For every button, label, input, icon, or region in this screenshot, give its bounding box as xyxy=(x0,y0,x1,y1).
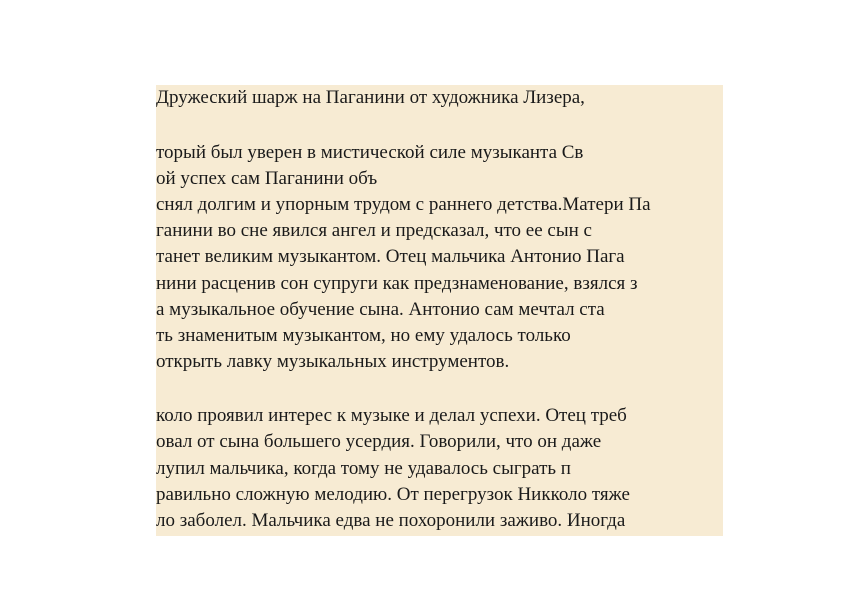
text-line: ть знаменитым музыкантом, но ему удалось только xyxy=(156,325,571,346)
text-line: Дружеский шарж на Паганини от художника Лизера, xyxy=(156,87,585,108)
text-line: овал от сына большего усердия. Говорили, что он даже xyxy=(156,431,602,452)
text-line: ой успех сам Паганини объ xyxy=(156,168,378,189)
text-line: снял долгим и упорным трудом с раннего детства.Матери Па xyxy=(156,194,651,215)
text-line: нини расценив сон супруги как предзнаменование, взялся з xyxy=(156,273,638,294)
text-line: а музыкальное обучение сына. Антонио сам мечтал ста xyxy=(156,299,605,320)
text-line: открыть лавку музыкальных инструментов. xyxy=(156,351,510,372)
text-block xyxy=(156,85,723,536)
text-line: лупил мальчика, когда тому не удавалось сыграть п xyxy=(156,458,571,479)
text-line: коло проявил интерес к музыке и делал успехи. Отец треб xyxy=(156,405,627,426)
text-line: торый был уверен в мистической силе музыканта Св xyxy=(156,142,584,163)
text-line: ло заболел. Мальчика едва не похоронили заживо. Иногда xyxy=(156,510,626,531)
text-line: равильно сложную мелодию. От перегрузок Никколо тяже xyxy=(156,484,630,505)
text-line: танет великим музыкантом. Отец мальчика Антонио Пага xyxy=(156,246,625,267)
text-line: ганини во сне явился ангел и предсказал, что ее сын с xyxy=(156,220,592,241)
